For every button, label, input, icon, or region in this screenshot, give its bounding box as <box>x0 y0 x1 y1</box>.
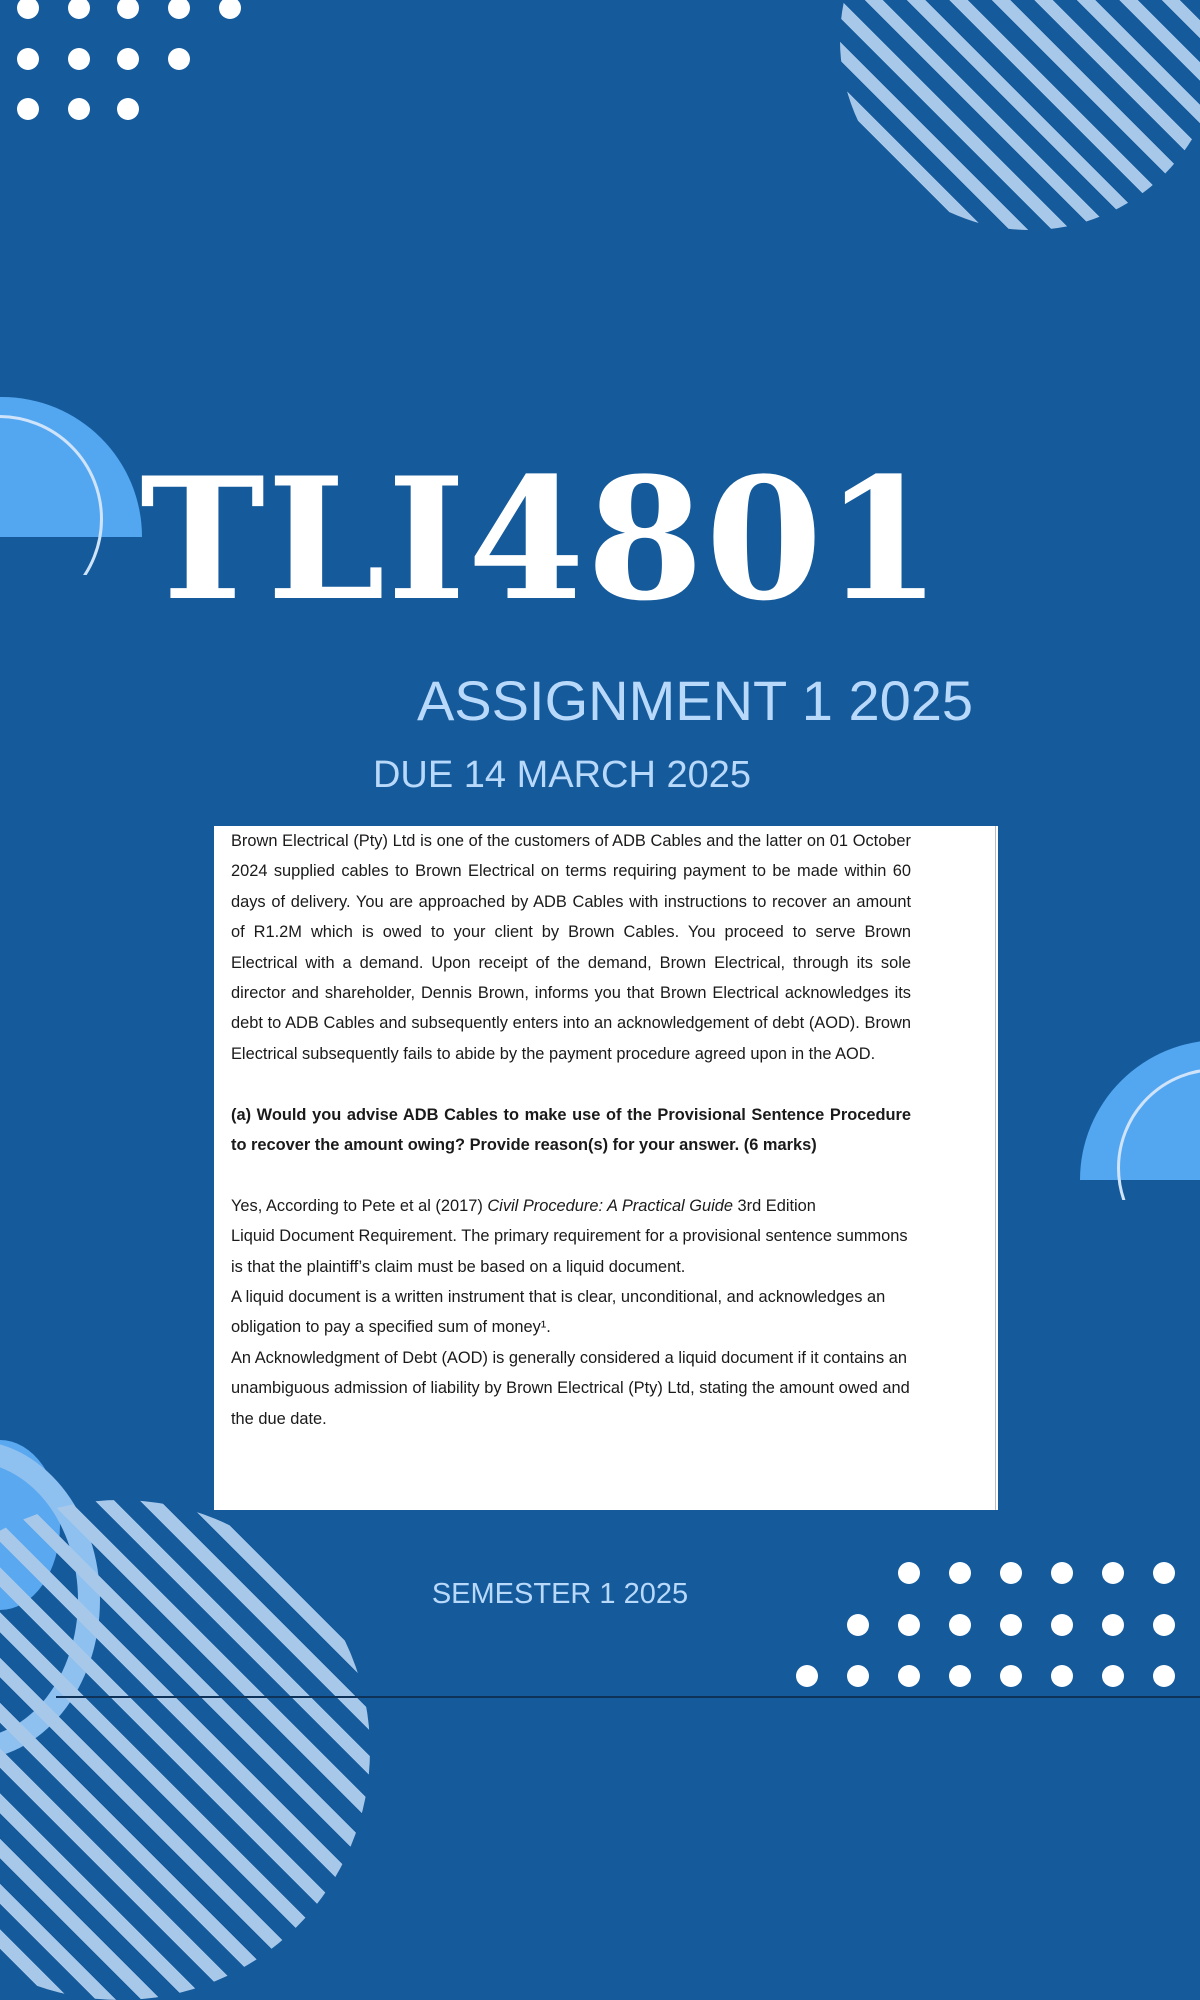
decorative-dot <box>17 98 39 120</box>
answer-line: A liquid document is a written instrument that is clear, unconditional, and acknowledges an obligation to pay a specified sum of money¹. <box>231 1288 886 1337</box>
decorative-dot <box>117 98 139 120</box>
scenario-paragraph: Brown Electrical (Pty) Ltd is one of the customers of ADB Cables and the latter on 01 October 2024 supplied cables to Brown Electrical on terms requiring payment to be made within 60 days of delivery. You are approached by ADB Cables with instructions to recover an amount of R1.2M which is owed to your client by Brown Cables. You proceed to serve Brown Electrical with a demand. Upon receipt of the demand, Brown Electrical, through its sole director and shareholder, Dennis Brown, informs you that Brown Electrical acknowledges its debt to ADB Cables and subsequently enters into an acknowledgement of debt (AOD). Brown Electrical subsequently fails to abide by the payment procedure agreed upon in the AOD. <box>231 832 911 1063</box>
decorative-dot <box>1153 1665 1175 1687</box>
answer-intro-text: Yes, According to Pete et al (2017) <box>231 1196 488 1215</box>
decorative-dot <box>847 1665 869 1687</box>
decorative-dot <box>796 1665 818 1687</box>
striped-circle-top-right <box>840 0 1200 230</box>
decorative-dot <box>1000 1614 1022 1636</box>
decorative-dot <box>1000 1665 1022 1687</box>
decorative-dot <box>1000 1562 1022 1584</box>
bottom-divider <box>56 1696 1200 1698</box>
decorative-dot <box>1153 1562 1175 1584</box>
answer-intro-edition: 3rd Edition <box>733 1196 816 1215</box>
decorative-dot <box>1102 1665 1124 1687</box>
assignment-subtitle: ASSIGNMENT 1 2025 <box>416 669 974 732</box>
decorative-dot <box>1102 1562 1124 1584</box>
decorative-dot <box>847 1614 869 1636</box>
decorative-dot <box>117 48 139 70</box>
decorative-dot <box>1051 1562 1073 1584</box>
striped-circle-bottom-left <box>0 1500 370 2000</box>
decorative-dot <box>17 48 39 70</box>
decorative-dot <box>1102 1614 1124 1636</box>
decorative-dot <box>17 0 39 19</box>
decorative-dot <box>1051 1665 1073 1687</box>
decorative-dot <box>1051 1614 1073 1636</box>
decorative-dot <box>1153 1614 1175 1636</box>
decorative-dot <box>219 0 241 19</box>
decorative-dot <box>898 1562 920 1584</box>
due-date: DUE 14 MARCH 2025 <box>372 754 752 796</box>
document-excerpt <box>214 826 998 1510</box>
question-text: (a) Would you advise ADB Cables to make use of the Provisional Sentence Procedure to recover the amount owing? Provide reason(s) for your answer. (6 marks) <box>231 1105 911 1155</box>
decorative-dot <box>898 1665 920 1687</box>
decorative-dot <box>168 0 190 19</box>
book-title: Civil Procedure: A Practical Guide <box>487 1196 733 1215</box>
answer-intro <box>231 1191 911 1221</box>
semester-label: SEMESTER 1 2025 <box>431 1578 689 1610</box>
decorative-dot <box>68 0 90 19</box>
decorative-dot <box>168 48 190 70</box>
decorative-dot <box>898 1614 920 1636</box>
decorative-dot <box>68 98 90 120</box>
answer-line: Liquid Document Requirement. The primary requirement for a provisional sentence summons is that the plaintiff’s claim must be based on a liquid document. <box>231 1227 908 1276</box>
course-code-title: TLI4801 <box>140 440 944 638</box>
decorative-dot <box>68 48 90 70</box>
decorative-dot <box>949 1562 971 1584</box>
decorative-dot <box>117 0 139 19</box>
decorative-dot <box>949 1665 971 1687</box>
answer-line: An Acknowledgment of Debt (AOD) is generally considered a liquid document if it contains an unambiguous admission of liability by Brown Electrical (Pty) Ltd, stating the amount owed and the due date. <box>231 1348 910 1428</box>
decorative-dot <box>949 1614 971 1636</box>
